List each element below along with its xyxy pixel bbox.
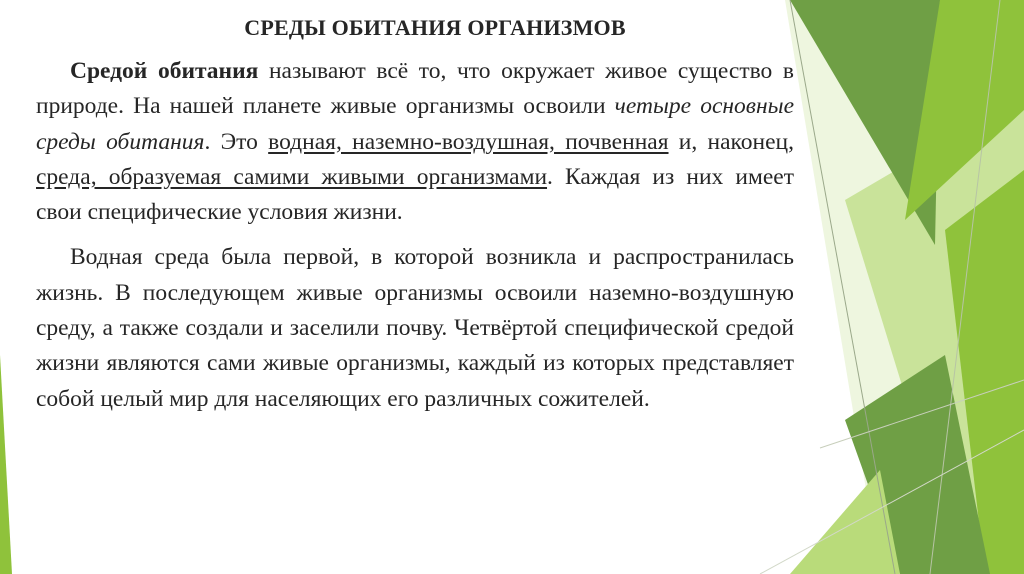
page-title: СРЕДЫ ОБИТАНИЯ ОРГАНИЗМОВ (244, 15, 626, 40)
paragraph1-text-a: называют всё то, что окружает живое существо в природе. На нашей планете живые организмы освоили (36, 58, 794, 120)
habitat-types-list: водная, наземно-воздушная, почвенная (268, 128, 669, 155)
text-body (36, 54, 794, 417)
paragraph1-text-d: . Каждая из них имеет свои специфические условия жизни. (36, 163, 794, 226)
paragraph1-text-c: и, наконец, (668, 128, 794, 155)
paragraph-habitat-history: Водная среда была первой, в которой возникла и распространилась жизнь. В последующем живые организмы освоили наземно-воздушную среду, а также создали и заселили почву. Четвёртой специфической средой жизни являются сами живые организмы, каждый из которых представляет собой целый мир для населяющих его различных сожителей. (36, 244, 794, 412)
organism-habitat-phrase: среда, образуемая самими живыми организмами (36, 163, 548, 190)
four-habitats-phrase: четыре основные среды обитания (36, 93, 794, 155)
paragraph-habitat-definition (36, 54, 794, 230)
left-green-stripe (0, 355, 12, 574)
term-habitat: Средой обитания (70, 58, 259, 84)
paragraph1-text-b: . Это (204, 128, 269, 155)
